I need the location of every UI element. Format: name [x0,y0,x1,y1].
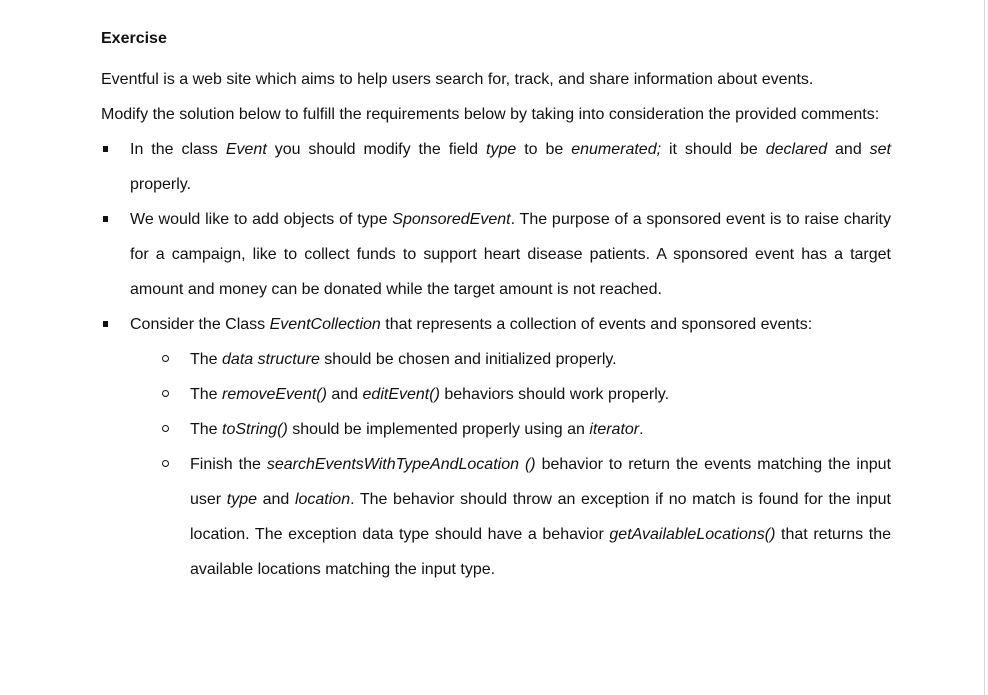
requirement-event-collection [101,307,891,342]
text: to be [516,141,572,158]
emphasis: toString() [222,421,288,438]
emphasis: enumerated; [571,141,662,158]
text: behavior to return the events matching the input user [190,456,892,508]
circle-bullet-icon [162,355,169,362]
sub-data-structure [101,342,891,377]
emphasis: SponsoredEvent [392,211,511,228]
text: it should be [661,141,766,158]
requirement-sponsored-event [101,202,891,307]
circle-bullet-icon [162,425,169,432]
emphasis: type [226,491,257,508]
circle-bullet-icon [162,460,169,467]
exercise-heading: Exercise [101,30,167,47]
text: . The behavior should throw an exception if no match is found for the input location. The exception data type should have a behavior [190,491,891,543]
emphasis: searchEventsWithTypeAndLocation () [266,456,536,473]
sub-tostring [101,412,891,447]
intro-paragraph: Eventful is a web site which aims to help users search for, track, and share information about events. [101,71,814,88]
text: . The purpose of a sponsored event is to raise charity for a campaign, like to collect funds to support heart disease patients. A sponsored event has a target amount and money can be donated while the target amount is not reached. [130,211,891,298]
text: Consider the Class [130,316,270,333]
text: that represents a collection of events and sponsored events: [380,316,813,333]
sub-search-events [101,447,891,587]
text: . [639,421,644,438]
text: The [190,386,223,403]
emphasis: removeEvent() [222,386,327,403]
emphasis: data structure [222,351,320,368]
circle-bullet-icon [162,390,169,397]
text: should be chosen and initialized properly. [319,351,617,368]
emphasis: type [486,141,517,158]
collection-sublist [101,342,891,587]
text: and [257,491,295,508]
emphasis: declared [765,141,828,158]
text: and [827,141,870,158]
text: behaviors should work properly. [439,386,670,403]
text: The [190,351,223,368]
emphasis: EventCollection [269,316,381,333]
square-bullet-icon [103,321,108,327]
page-edge-line [984,0,985,695]
sub-remove-edit [101,377,891,412]
text: In the class [130,141,226,158]
text: and [326,386,363,403]
emphasis: location [294,491,351,508]
requirements-list [101,132,891,342]
emphasis: getAvailableLocations() [609,526,776,543]
emphasis: Event [225,141,267,158]
emphasis: set [869,141,891,158]
instruction-paragraph: Modify the solution below to fulfill the requirements below by taking into consideration the provided comments: [101,106,880,123]
text: that returns the available locations matching the input type. [190,526,892,578]
text: you should modify the field [266,141,487,158]
text: properly. [130,176,192,193]
square-bullet-icon [103,216,108,222]
document-body [101,27,891,587]
emphasis: iterator [589,421,640,438]
text: The [190,421,223,438]
text: We would like to add objects of type [130,211,393,228]
text: Finish the [190,456,267,473]
emphasis: editEvent() [362,386,440,403]
square-bullet-icon [103,146,108,152]
requirement-event-type [101,132,891,202]
text: should be implemented properly using an [287,421,590,438]
